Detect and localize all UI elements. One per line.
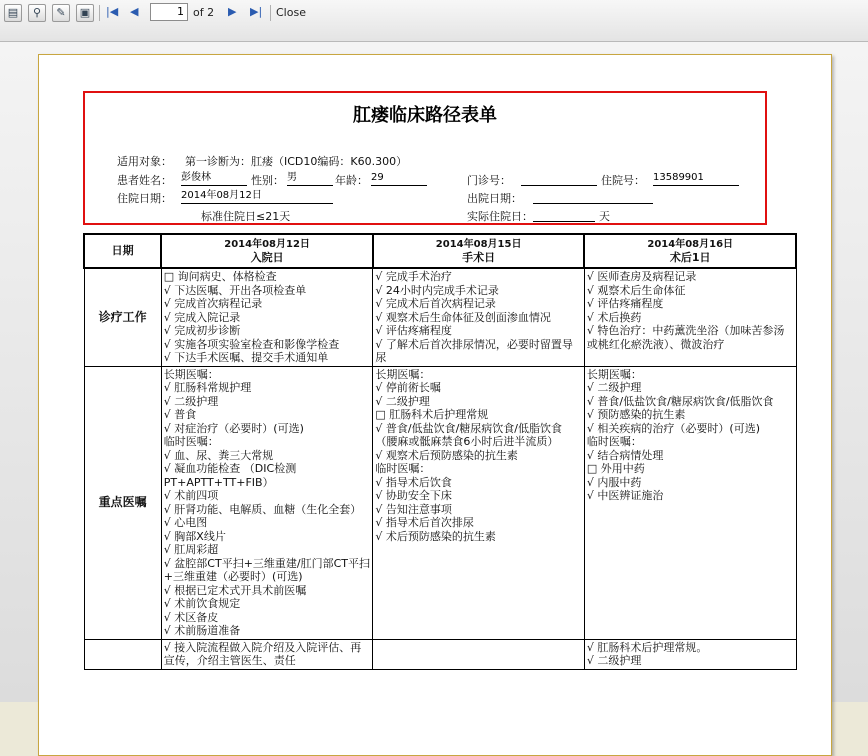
clinical-pathway-table — [83, 233, 797, 670]
selected-header-region — [83, 91, 767, 225]
age-label: 年龄： — [335, 174, 368, 187]
cell-line: √ 相关疾病的治疗（必要时）(可选) — [586, 421, 761, 435]
cell-line: √ 对症治疗（必要时）(可选) — [163, 421, 304, 435]
cell-line: √ 下达手术医嘱、提交手术通知单 — [163, 351, 329, 364]
toolbar-separator — [99, 5, 100, 21]
cell-line: √ 告知注意事项 — [375, 502, 452, 516]
row-label — [84, 639, 161, 669]
cell-line: √ 术前饮食规定 — [163, 597, 241, 610]
cell-line: √ 特色治疗：中药薰洗坐浴（加味苦参汤或桃红化瘀洗液）、微波治疗 — [586, 324, 785, 351]
date-header-cell: 日期 — [84, 234, 161, 268]
magnifier-icon: ⚲ — [32, 6, 42, 19]
next-page-button[interactable] — [228, 5, 236, 18]
cell-line: √ 完成首次病程记录 — [163, 297, 263, 310]
cell-line: 临时医嘱： — [163, 435, 219, 448]
inpatient-no-label: 住院号： — [601, 174, 645, 187]
cell-line: √ 术前四项 — [163, 489, 219, 502]
cell-line: √ 实施各项实验室检查和影像学检查 — [163, 337, 340, 351]
applicable-value: 第一诊断为：肛瘘（ICD10编码：K60.300） — [185, 155, 408, 168]
form-title: 肛瘘临床路径表单 — [353, 105, 497, 126]
cell-line: √ 停前術长嘱 — [375, 381, 441, 394]
cell-line: √ 指导术后首次排尿 — [375, 516, 474, 529]
cell-line: √ 二级护理 — [163, 394, 219, 408]
age-value: 29 — [371, 171, 427, 186]
table-row — [84, 268, 796, 366]
next-page-icon: ▶ — [228, 5, 237, 18]
cell-line: √ 二级护理 — [375, 394, 430, 408]
cell-line: √ 普食 — [163, 408, 197, 421]
cell-line: √ 二级护理 — [586, 381, 642, 394]
cell-line: √ 接入院流程做入院介绍及入院评估、再宣传，介绍主管医生、责任 — [163, 640, 362, 667]
cell-line: √ 评估疼痛程度 — [586, 297, 664, 310]
cell-line: √ 协助安全下床 — [375, 489, 452, 502]
cell-line: √ 完成初步诊断 — [163, 324, 241, 337]
cell-line: √ 完成手术治疗 — [375, 270, 452, 283]
first-page-icon: |◀ — [106, 5, 119, 18]
column-day: 术后1日 — [669, 251, 711, 264]
clinic-no-label: 门诊号： — [467, 174, 511, 187]
document-icon: ▣ — [79, 6, 91, 19]
column-day: 手术日 — [462, 251, 496, 264]
actual-days-value — [533, 207, 595, 222]
table-row — [84, 639, 796, 669]
patient-name-label: 患者姓名： — [117, 174, 172, 187]
report-viewer — [0, 42, 868, 702]
cell-line: √ 指导术后饮食 — [375, 475, 452, 489]
sidebar-icon: ▤ — [7, 6, 19, 19]
cell-line: √ 评估疼痛程度 — [375, 324, 452, 337]
cell-line: √ 术前肠道准备 — [163, 624, 241, 637]
cell-line: √ 盆腔部CT平扫+三维重建/肛门部CT平扫+三维重建（必要时）(可选) — [163, 556, 371, 583]
close-button[interactable]: Close — [276, 6, 306, 19]
column-date: 2014年08月12日 — [224, 238, 310, 250]
gender-value: 男 — [287, 171, 333, 186]
standard-stay-text: 标准住院日≤21天 — [201, 210, 291, 223]
column-date: 2014年08月16日 — [647, 238, 734, 250]
cell-line: √ 肛肠科术后护理常规。 — [586, 640, 708, 654]
cell-line: √ 普食/低盐饮食/糖尿病饮食/低脂饮食（腰麻或骶麻禁食6小时后进半流质） — [375, 421, 562, 448]
toolbar-separator — [270, 5, 271, 21]
cell-line: √ 心电图 — [163, 516, 208, 529]
table-cell — [161, 366, 373, 639]
column-date: 2014年08月15日 — [435, 238, 522, 250]
cell-line: 长期医嘱： — [163, 367, 219, 381]
patient-name-value: 彭俊林 — [181, 171, 247, 186]
table-cell — [373, 639, 585, 669]
cell-line: √ 观察术后预防感染的抗生素 — [375, 448, 518, 462]
cell-line: √ 完成术后首次病程记录 — [375, 297, 496, 310]
cell-line: √ 根据已定术式开具术前医嘱 — [163, 583, 307, 597]
cell-line: 临时医嘱： — [586, 435, 642, 448]
cell-line: √ 二级护理 — [586, 654, 642, 667]
cell-line: 长期医嘱： — [586, 367, 642, 381]
column-header-postop-day1 — [584, 234, 796, 268]
cell-line: √ 肝肾功能、电解质、血糖（生化全套） — [163, 502, 362, 516]
cell-line: √ 术后预防感染的抗生素 — [375, 529, 496, 543]
cell-line: √ 完成入院记录 — [163, 310, 241, 324]
column-header-day1 — [161, 234, 373, 268]
cell-line: √ 术后换药 — [586, 310, 642, 324]
edit-button[interactable] — [52, 4, 70, 22]
gender-label: 性别： — [251, 174, 284, 187]
cell-line: √ 了解术后首次排尿情况，必要时留置导尿 — [375, 337, 573, 364]
row-label: 重点医嘱 — [84, 366, 161, 639]
cell-line: √ 观察术后生命体征及创面渗血情况 — [375, 310, 551, 324]
cell-line: √ 肛肠科常规护理 — [163, 381, 252, 394]
table-header-row — [84, 234, 796, 268]
table-cell — [161, 639, 373, 669]
cell-line: √ 凝血功能检查 （DIC检测PT+APTT+TT+FIB） — [163, 462, 297, 489]
cell-line: □ 肛肠科术后护理常规 — [375, 408, 489, 421]
cell-line: 长期医嘱： — [375, 367, 431, 381]
cell-line: √ 内服中药 — [586, 475, 642, 489]
cell-line: √ 术区备皮 — [163, 610, 219, 624]
first-page-button[interactable] — [106, 5, 118, 18]
report-page — [38, 54, 832, 756]
cell-line: √ 结合病情处理 — [586, 448, 664, 462]
cell-line: √ 下达医嘱、开出各项检查单 — [163, 283, 307, 297]
cell-line: 临时医嘱： — [375, 462, 431, 475]
applicable-label: 适用对象： — [117, 155, 172, 168]
report-toolbar — [0, 0, 868, 42]
toggle-sidebar-button[interactable] — [4, 4, 22, 22]
column-day: 入院日 — [250, 251, 284, 264]
cell-line: □ 询问病史、体格检查 — [163, 270, 277, 283]
cell-line: √ 24小时内完成手术记录 — [375, 283, 499, 297]
cell-line: √ 胸部X线片 — [163, 529, 226, 543]
table-cell — [161, 268, 373, 366]
discharge-date-value — [533, 189, 653, 204]
admit-date-value: 2014年08月12日 — [181, 189, 333, 204]
export-button[interactable] — [76, 4, 94, 22]
last-page-button[interactable] — [250, 5, 262, 18]
page-total-label: of 2 — [193, 6, 215, 19]
cell-line: √ 普食/低盐饮食/糖尿病饮食/低脂饮食 — [586, 394, 774, 408]
cell-line: √ 中医辨证施治 — [586, 489, 664, 502]
cell-line: □ 外用中药 — [586, 462, 645, 475]
cell-line: √ 医师查房及病程记录 — [586, 270, 697, 283]
cell-line: √ 肛周彩超 — [163, 543, 219, 556]
row-label: 诊疗工作 — [84, 268, 161, 366]
last-page-icon: ▶| — [250, 5, 263, 18]
table-row — [84, 366, 796, 639]
pencil-icon: ✎ — [56, 6, 66, 19]
table-cell — [584, 366, 796, 639]
actual-days-label: 实际住院日： — [467, 210, 533, 223]
discharge-date-label: 出院日期： — [467, 192, 522, 205]
cell-line: √ 血、尿、粪三大常规 — [163, 448, 274, 462]
page-number-input[interactable]: 1 — [150, 3, 188, 21]
cell-line: √ 观察术后生命体征 — [586, 283, 686, 297]
previous-page-button[interactable] — [130, 5, 138, 18]
search-button[interactable] — [28, 4, 46, 22]
table-cell — [584, 639, 796, 669]
table-cell — [584, 268, 796, 366]
clinic-no-value — [521, 171, 597, 186]
actual-days-unit: 天 — [599, 210, 610, 223]
column-header-surgery-day — [373, 234, 585, 268]
cell-line: √ 预防感染的抗生素 — [586, 408, 686, 421]
table-cell — [373, 268, 585, 366]
admit-date-label: 住院日期： — [117, 192, 172, 205]
table-cell — [373, 366, 585, 639]
previous-page-icon: ◀ — [130, 5, 139, 18]
inpatient-no-value: 13589901 — [653, 171, 739, 186]
